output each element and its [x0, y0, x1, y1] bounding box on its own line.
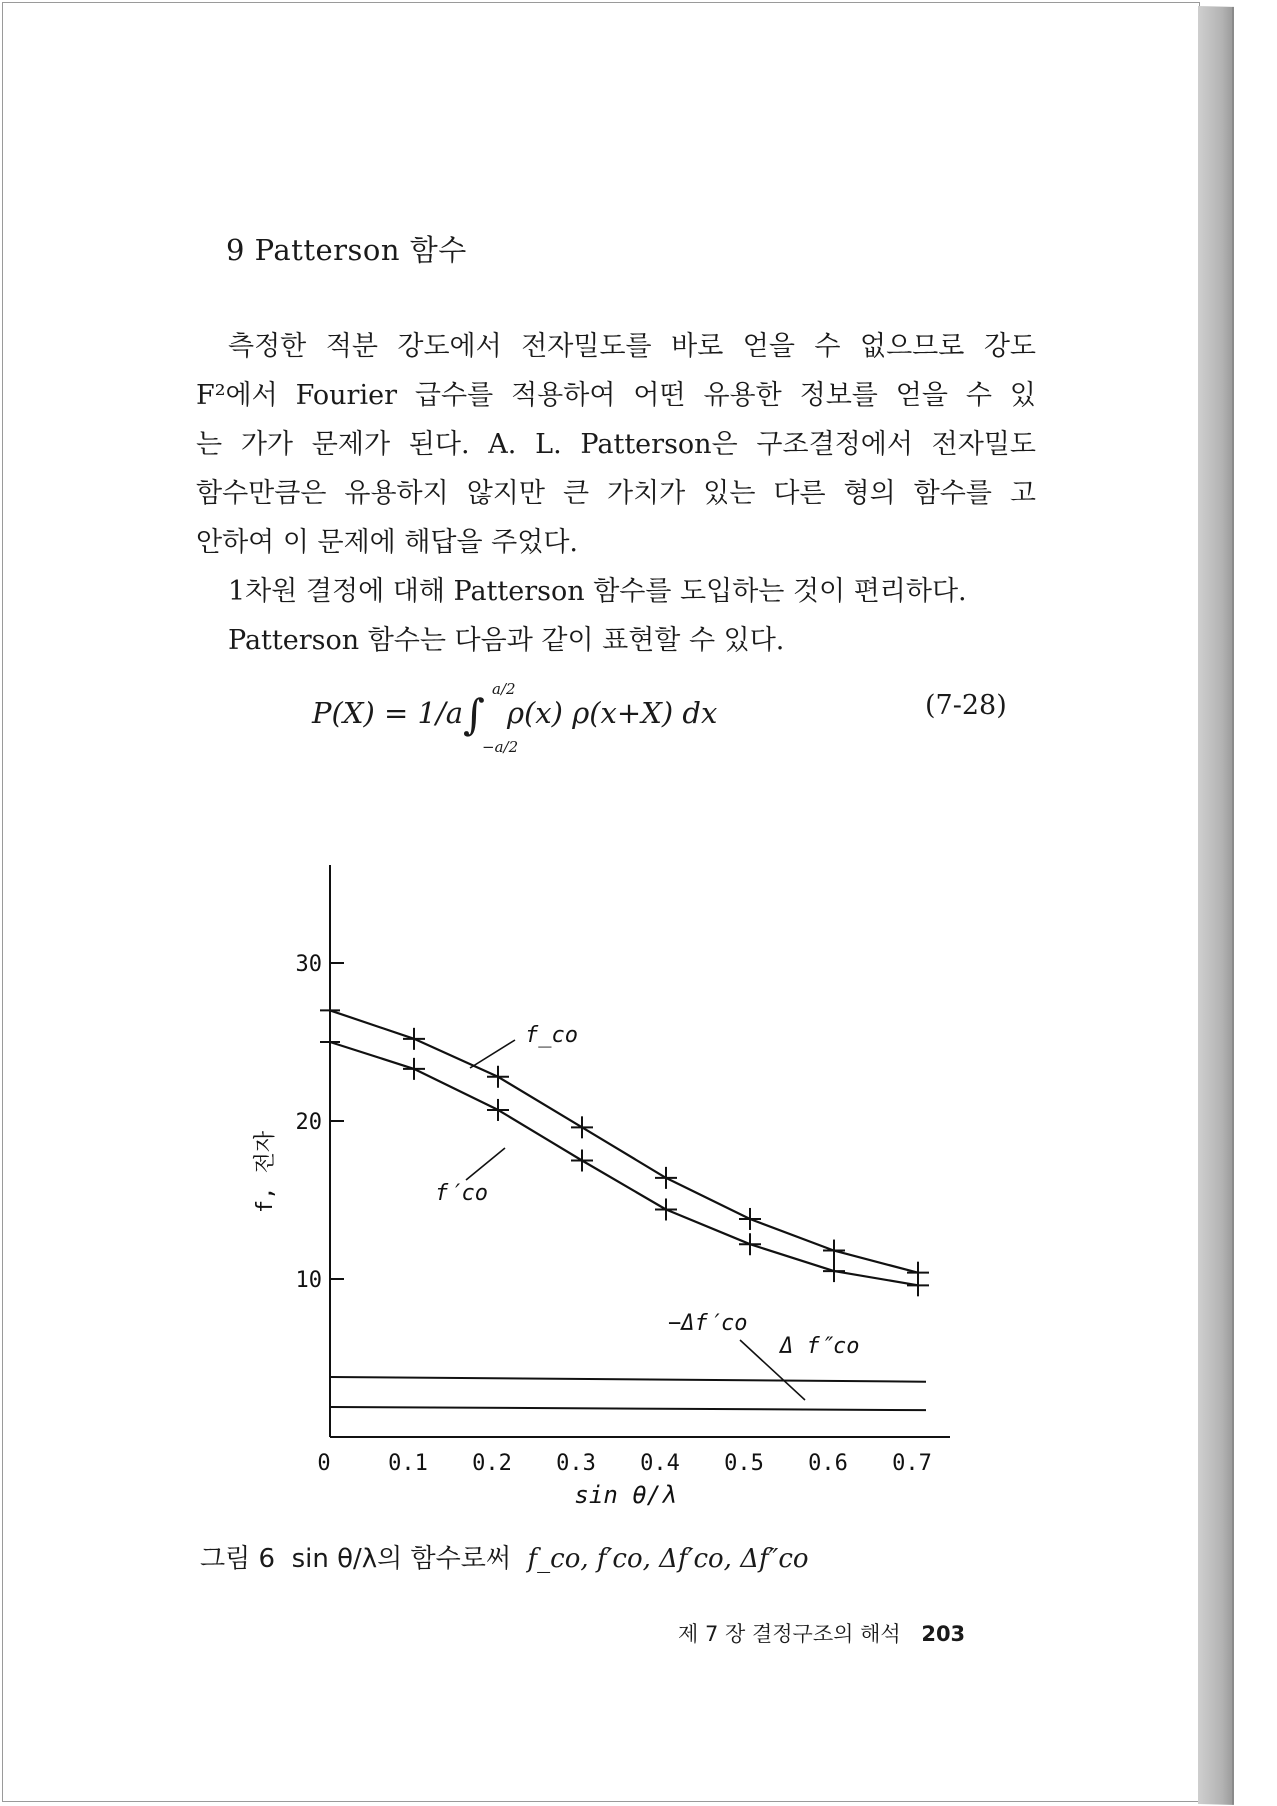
- section-number: 9: [226, 233, 245, 267]
- para-line: 안하여 이 문제에 해답을 주었다.: [196, 527, 578, 558]
- para-line: 는 가가 문제가 된다. A. L. Patterson은 구조결정에서 전자밀도: [196, 429, 1036, 460]
- x-tick-label: 0.2: [472, 1451, 512, 1476]
- figure-caption: [200, 1538, 809, 1575]
- section-title-latin: Patterson: [254, 233, 401, 267]
- x-tick-label: 0.7: [892, 1451, 932, 1476]
- equation: P(X) = 1/a∫ ρ(x) ρ(x+X) dx: [312, 690, 718, 739]
- paragraph-3: Patterson 함수는 다음과 같이 표현할 수 있다.: [228, 625, 785, 656]
- series-line-0: [330, 1010, 918, 1272]
- annotation-delta-f-double-prime: Δ f″co: [780, 1334, 860, 1359]
- para-line: 측정한 적분 강도에서 전자밀도를 바로 얻을 수 없으므로 강도: [228, 331, 1036, 362]
- page-footer: [678, 1618, 965, 1648]
- annotation-neg-delta-f-prime: −Δf′co: [668, 1311, 748, 1336]
- x-tick-label: 0.4: [640, 1451, 680, 1476]
- series-line-2: [330, 1377, 926, 1382]
- x-tick-label: 0: [317, 1451, 331, 1476]
- paragraph-2: 1차원 결정에 대해 Patterson 함수를 도입하는 것이 편리하다.: [228, 576, 967, 607]
- equation-integrand: ρ(x) ρ(x+X) dx: [506, 696, 718, 730]
- caption-prefix: 그림 6: [200, 1544, 276, 1574]
- x-tick-label: 0.3: [556, 1451, 596, 1476]
- annotation-arrow: [470, 1040, 515, 1068]
- caption-text: sin θ/λ의 함수로써: [291, 1544, 511, 1574]
- para-line: 함수만큼은 유용하지 않지만 큰 가치가 있는 다른 형의 함수를 고: [196, 478, 1036, 509]
- equation-number: (7-28): [925, 690, 1007, 721]
- y-axis-label: f, 전자: [253, 1130, 278, 1214]
- x-tick-label: 0.6: [808, 1451, 848, 1476]
- page-number: 203: [921, 1622, 966, 1646]
- annotation-f-prime-co: f′co: [435, 1181, 488, 1206]
- x-tick-label: 0.1: [388, 1451, 428, 1476]
- y-tick-label: 10: [295, 1268, 322, 1293]
- annotation-fco: f_co: [525, 1023, 578, 1048]
- para-line: F²에서 Fourier 급수를 적용하여 어떤 유용한 정보를 얻을 수 있: [196, 380, 1036, 411]
- x-tick-label: 0.5: [724, 1451, 764, 1476]
- lower-limit: −a/2: [482, 738, 519, 756]
- y-tick-label: 20: [295, 1110, 322, 1135]
- equation-lhs: P(X) = 1/a: [312, 696, 464, 730]
- section-title-hangul: 함수: [409, 233, 467, 267]
- x-axis-label: sin θ/λ: [574, 1481, 676, 1509]
- y-tick-label: 30: [295, 952, 322, 977]
- caption-terms: f_co, f′co, Δf′co, Δf″co: [527, 1544, 809, 1574]
- series-line-3: [330, 1407, 926, 1410]
- upper-limit: a/2: [492, 680, 516, 698]
- annotation-arrow: [466, 1148, 505, 1180]
- footer-chapter: 제 7 장 결정구조의 해석: [678, 1622, 901, 1646]
